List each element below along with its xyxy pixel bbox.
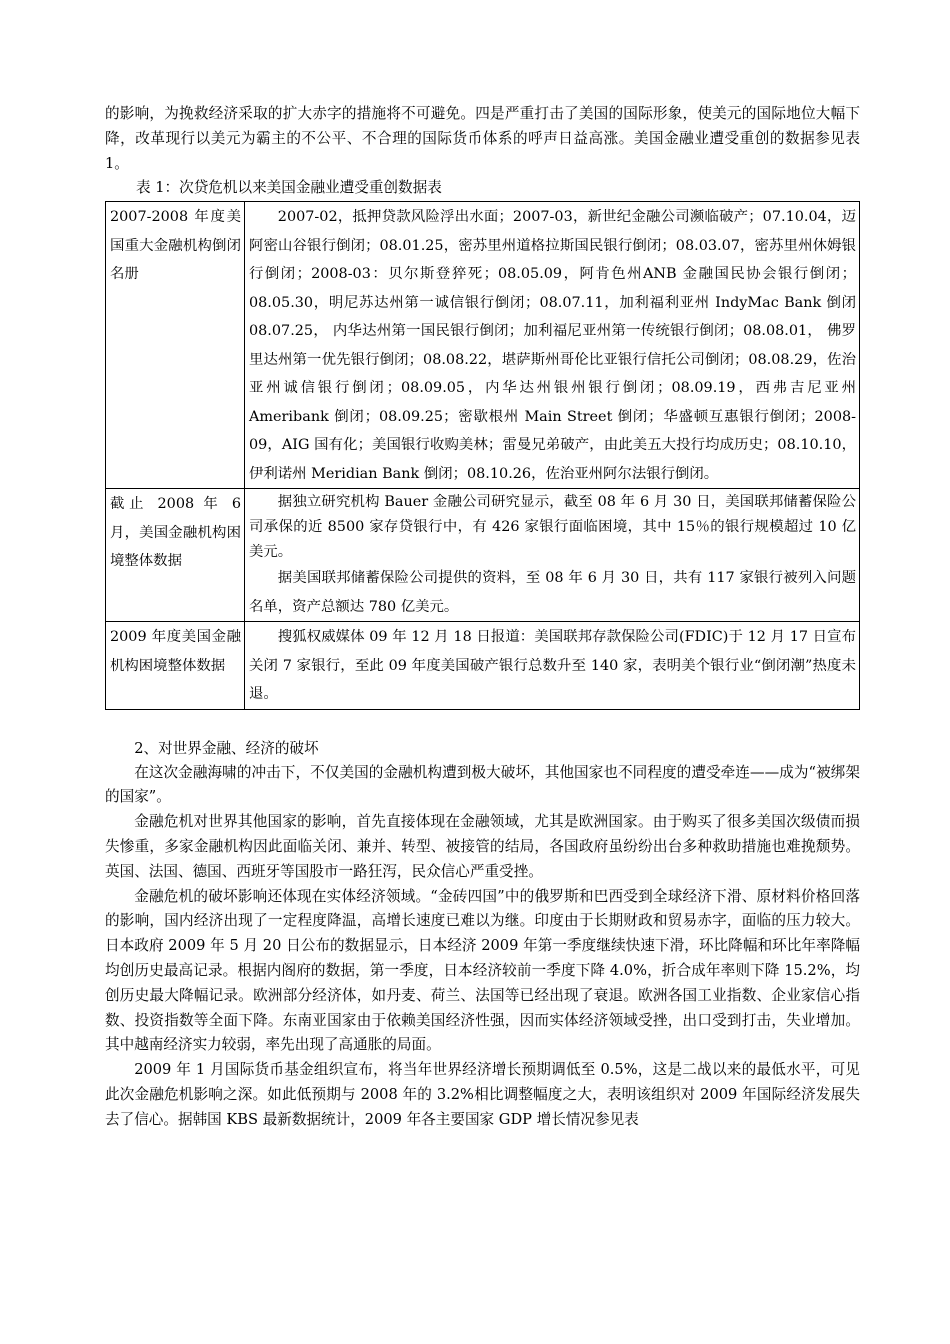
body-paragraph: 金融危机的破坏影响还体现在实体经济领域。“金砖四国”中的俄罗斯和巴西受到全球经济下滑、原材料价格回落的影响，国内经济出现了一定程度降温，高增长速度已难以为继。印度由于长期财政和贸易赤字，面临的压力较大。日本政府 2009 年 5 月 20 日公布的数据显示，日本经济 2009 年第一季度继续快速下滑，环比降幅和环比年率降幅均创历史最高记录。根据内阁府的数据，第一季度，日本经济较前一季度下降 4.0%，折合成年率则下降 15.2%，均创历史最大降幅记录。欧洲部分经济体，如丹麦、荷兰、法国等已经出现了衰退。欧洲各国工业指数、企业家信心指数、投资指数等全面下降。东南亚国家由于依赖美国经济性强，因而实体经济领域受挫，出口受到打击，失业增加。其中越南经济实力较弱，率先出现了高通胀的局面。 [105, 887, 860, 1054]
intro-paragraph: 的影响，为挽救经济采取的扩大赤字的措施将不可避免。四是严重打击了美国的国际形象，使美元的国际地位大幅下降，改革现行以美元为霸主的不公平、不合理的国际货币体系的呼声日益高涨。美国金融业遭受重创的数据参见表 1。 [105, 105, 860, 172]
row-content [245, 202, 860, 489]
row-content-paragraph: 据美国联邦储蓄保险公司提供的资料，至 08 年 6 月 30 日，共有 117 家银行被列入问题名单，资产总额达 780 亿美元。 [249, 570, 856, 615]
body-paragraph: 在这次金融海啸的冲击下，不仅美国的金融机构遭到极大破坏，其他国家也不同程度的遭受牵连——成为“被绑架的国家”。 [105, 763, 860, 806]
row-content [245, 622, 860, 710]
spacer [105, 710, 860, 736]
table-row [106, 622, 860, 710]
body-paragraph: 2009 年 1 月国际货币基金组织宣布，将当年世界经济增长预期调低至 0.5%，这是二战以来的最低水平，可见此次金融危机影响之深。如此低预期与 2008 年的 3.2%相比调整幅度之大，表明该组织对 2009 年国际经济发展失去了信心。据韩国 KBS 最新数据统计，2009 年各主要国家 GDP 增长情况参见表 [105, 1061, 860, 1128]
table-row [106, 202, 860, 489]
document-page [105, 102, 860, 1133]
row-content-paragraph: 2007-02，抵押贷款风险浮出水面；2007-03，新世纪金融公司濒临破产；07.10.04，迈阿密山谷银行倒闭；08.01.25，密苏里州道格拉斯国民银行倒闭；08.03.07，密苏里州休姆银行倒闭；2008-03：贝尔斯登猝死；08.05.09，阿肯色州ANB 金融国民协会银行倒闭；08.05.30，明尼苏达州第一诚信银行倒闭；08.07.11，加利福利亚州 IndyMac Bank 倒闭 08.07.25， 内华达州第一国民银行倒闭；加利福尼亚州第一传统银行倒闭；08.08.01， 佛罗里达州第一优先银行倒闭；08.08.22，堪萨斯州哥伦比亚银行信托公司倒闭；08.08.29，佐治亚州诚信银行倒闭；08.09.05，内华达州银州银行倒闭；08.09.19，西弗吉尼亚州 Ameribank 倒闭；08.09.25；密歇根州 Main Street 倒闭；华盛顿互惠银行倒闭；2008-09，AIG 国有化；美国银行收购美林；雷曼兄弟破产，由此美五大投行均成历史；08.10.10，伊利诺州 Meridian Bank 倒闭；08.10.26，佐治亚州阿尔法银行倒闭。 [249, 209, 856, 482]
table-row [106, 489, 860, 622]
row-content-paragraph: 据独立研究机构 Bauer 金融公司研究显示，截至 08 年 6 月 30 日，美国联邦储蓄保险公司承保的近 8500 家存贷银行中，有 426 家银行面临困境，其中 15％的银行规模超过 10 亿美元。 [249, 494, 856, 560]
row-content-paragraph: 搜狐权威媒体 09 年 12 月 18 日报道：美国联邦存款保险公司(FDIC)于 12 月 17 日宣布关闭 7 家银行，至此 09 年度美国破产银行总数升至 140 家，表明美个银行业“倒闭潮”热度未退。 [249, 629, 856, 703]
body-paragraph: 金融危机对世界其他国家的影响，首先直接体现在金融领域，尤其是欧洲国家。由于购买了很多美国次级债而损失惨重，多家金融机构因此面临关闭、兼并、转型、被接管的结局，各国政府虽纷纷出台多种救助措施也难挽颓势。英国、法国、德国、西班牙等国股市一路狂泻，民众信心严重受挫。 [105, 813, 860, 880]
table-caption: 表 1：次贷危机以来美国金融业遭受重创数据表 [136, 179, 442, 197]
row-label: 2007-2008 年度美国重大金融机构倒闭名册 [106, 202, 245, 489]
section-heading: 2、对世界金融、经济的破坏 [134, 739, 319, 757]
row-label: 2009 年度美国金融机构困境整体数据 [106, 622, 245, 710]
row-label: 截止 2008 年 6 月，美国金融机构困境整体数据 [106, 489, 245, 622]
row-content [245, 489, 860, 622]
data-table [105, 201, 860, 709]
